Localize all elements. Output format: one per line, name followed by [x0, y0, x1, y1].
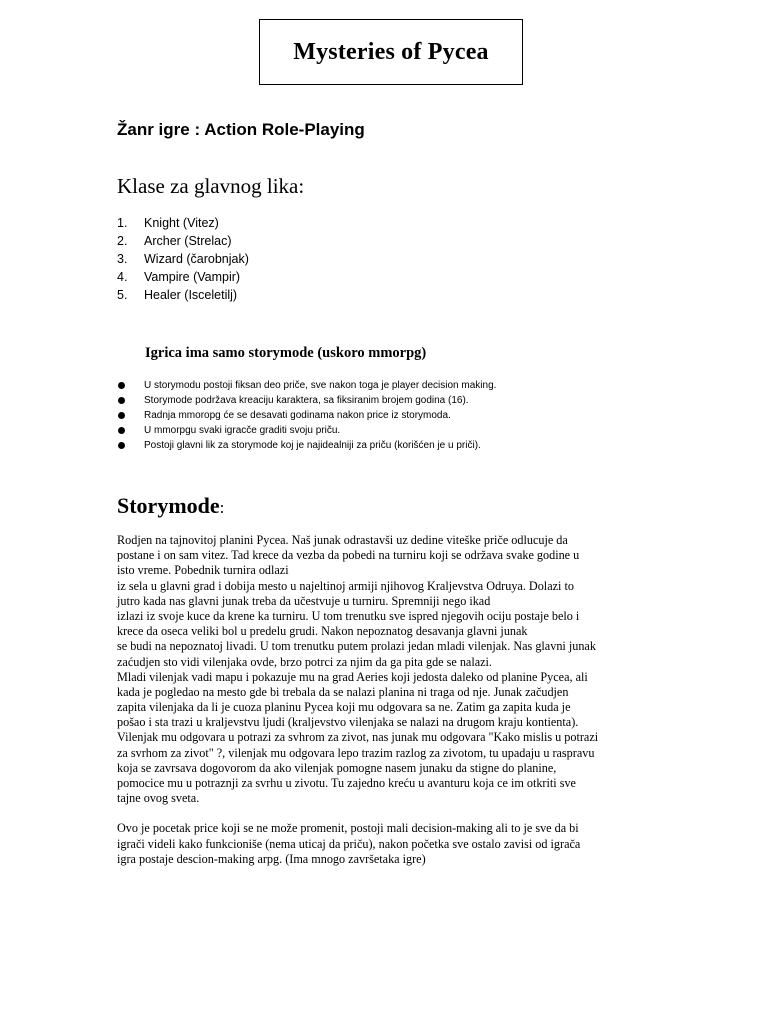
story-line: Rodjen na tajnovitoj planini Pycea. Naš junak odrastavši uz dedine viteške priče odlucuje da: [117, 533, 568, 547]
class-label: Archer (Strelac): [144, 234, 232, 248]
list-number: 5.: [117, 288, 128, 302]
classes-heading: Klase za glavnog lika:: [117, 174, 305, 198]
storymode-heading: [117, 493, 224, 519]
story-paragraph-1: [117, 533, 657, 806]
list-item: [117, 393, 496, 408]
bullet-text: U mmorpgu svaki igracče graditi svoju priču.: [144, 425, 341, 436]
story-body: [117, 533, 657, 867]
document-title: Mysteries of Pycea: [293, 38, 489, 65]
story-paragraph-2: [117, 821, 657, 867]
class-label: Wizard (čarobnjak): [144, 252, 249, 266]
story-line: zaćudjen sto vidi vilenjaka ovde, brzo potrci za njim da ga pita gde se nalazi.: [117, 654, 492, 669]
class-label: Healer (Isceletilj): [144, 288, 238, 302]
story-line: zapita vilenjaka da li je cuoza planinu Pycea koji mu odgovara sa ne. Zatim ga zapita kuda je: [117, 700, 571, 715]
bullet-icon: [118, 442, 125, 449]
story-line: kada je pogledao na mesto gde bi trebala da se nalazi planina ni traga od nje. Junak začudjen: [117, 684, 569, 699]
bullet-icon: [118, 382, 125, 389]
bullet-list: [117, 378, 496, 453]
story-line: postane i on sam vitez. Tad krece da vezba da pobedi na turniru koji se održava svake godine u: [117, 548, 580, 563]
list-item: [117, 268, 249, 286]
story-line: Vilenjak mu odgovara u potrazi za svhrom za zivot, nas junak mu odgovara "Kako mislis u potrazi: [117, 730, 599, 745]
bullet-icon: [118, 412, 125, 419]
list-item: [117, 408, 496, 423]
class-list: [117, 214, 249, 304]
list-item: [117, 438, 496, 453]
list-item: [117, 423, 496, 438]
list-number: 1.: [117, 216, 128, 230]
list-item: [117, 378, 496, 393]
story-line: krece da oseca veliki bol u predelu grudi. Nakon nepoznatog desavanja glavni junak: [117, 624, 528, 639]
story-line: isto vreme. Pobednik turnira odlazi: [117, 563, 289, 578]
list-item: [117, 286, 249, 304]
list-item: [117, 250, 249, 268]
bullet-icon: [118, 427, 125, 434]
list-number: 4.: [117, 270, 128, 284]
story-line: pošao i sta trazi u kraljevstvu ljudi (kraljevstvo vilenjaka se nalazi na drugom kraju kontienta).: [117, 715, 579, 730]
bullet-icon: [118, 397, 125, 404]
storymode-heading-text: Storymode: [117, 493, 220, 518]
story-line: koja se zavrsava dogovorom da ako vilenjak pomogne nasem junaku da stigne do planine,: [117, 760, 557, 775]
story-line: igrači videli kako funkcioniše (nema uticaj da priču), nakon početka sve ostalo zavisi od igrača: [117, 836, 581, 851]
story-line: pomocice mu u potraznji za svrhu u zivotu. Tu zajedno kreću u avanturu koja ce im otkriti sve: [117, 776, 576, 790]
bullet-text: Storymode podržava kreaciju karaktera, sa fiksiranim brojem godina (16).: [144, 395, 469, 406]
story-line: za svrhom za zivot" ?, vilenjak mu odgovara lepo trazim razlog za zivotom, tu upadaju u raspravu: [117, 745, 595, 760]
story-line: Ovo je pocetak price koji se ne može promenit, postoji mali decision-making ali to je sve da bi: [117, 821, 579, 836]
story-line: tajne ovog sveta.: [117, 791, 200, 806]
mode-heading: Igrica ima samo storymode (uskoro mmorpg): [145, 345, 427, 361]
story-line: igra postaje descion-making arpg. (Ima mnogo završetaka igre): [117, 851, 426, 866]
story-line: iz sela u glavni grad i dobija mesto u najeltinoj armiji njihovog Kraljevstva Odruya. Dolazi to: [117, 578, 574, 593]
bullet-text: Radnja mmoropg će se desavati godinama nakon price iz storymoda.: [144, 410, 451, 421]
story-line: Mladi vilenjak vadi mapu i pokazuje mu na grad Aeries koji jedosta daleko od planine Pycea, ali: [117, 669, 588, 684]
storymode-heading-colon: :: [219, 498, 225, 517]
bullet-text: Postoji glavni lik za storymode koj je najidealniji za priču (korišćen je u priči).: [144, 440, 481, 451]
class-label: Knight (Vitez): [144, 216, 219, 230]
class-label: Vampire (Vampir): [144, 270, 241, 284]
title-box: [259, 19, 523, 85]
list-item: [117, 214, 249, 232]
list-item: [117, 232, 249, 250]
story-line: jutro kada nas glavni junak treba da učestvuje u turniru. Spremniji nego ikad: [117, 593, 491, 608]
story-line: izlazi iz svoje kuce da krene ka turniru. U tom trenutku sve ispred njegovih ociju postaje belo i: [117, 608, 580, 623]
list-number: 2.: [117, 234, 128, 248]
bullet-text: U storymodu postoji fiksan deo priče, sve nakon toga je player decision making.: [144, 380, 497, 391]
list-number: 3.: [117, 252, 128, 266]
story-line: se budi na nepoznatoj livadi. U tom trenutku putem prolazi jedan mladi vilenjak. Nas glavni junak: [117, 639, 596, 654]
genre-line: Žanr igre : Action Role-Playing: [117, 120, 365, 139]
